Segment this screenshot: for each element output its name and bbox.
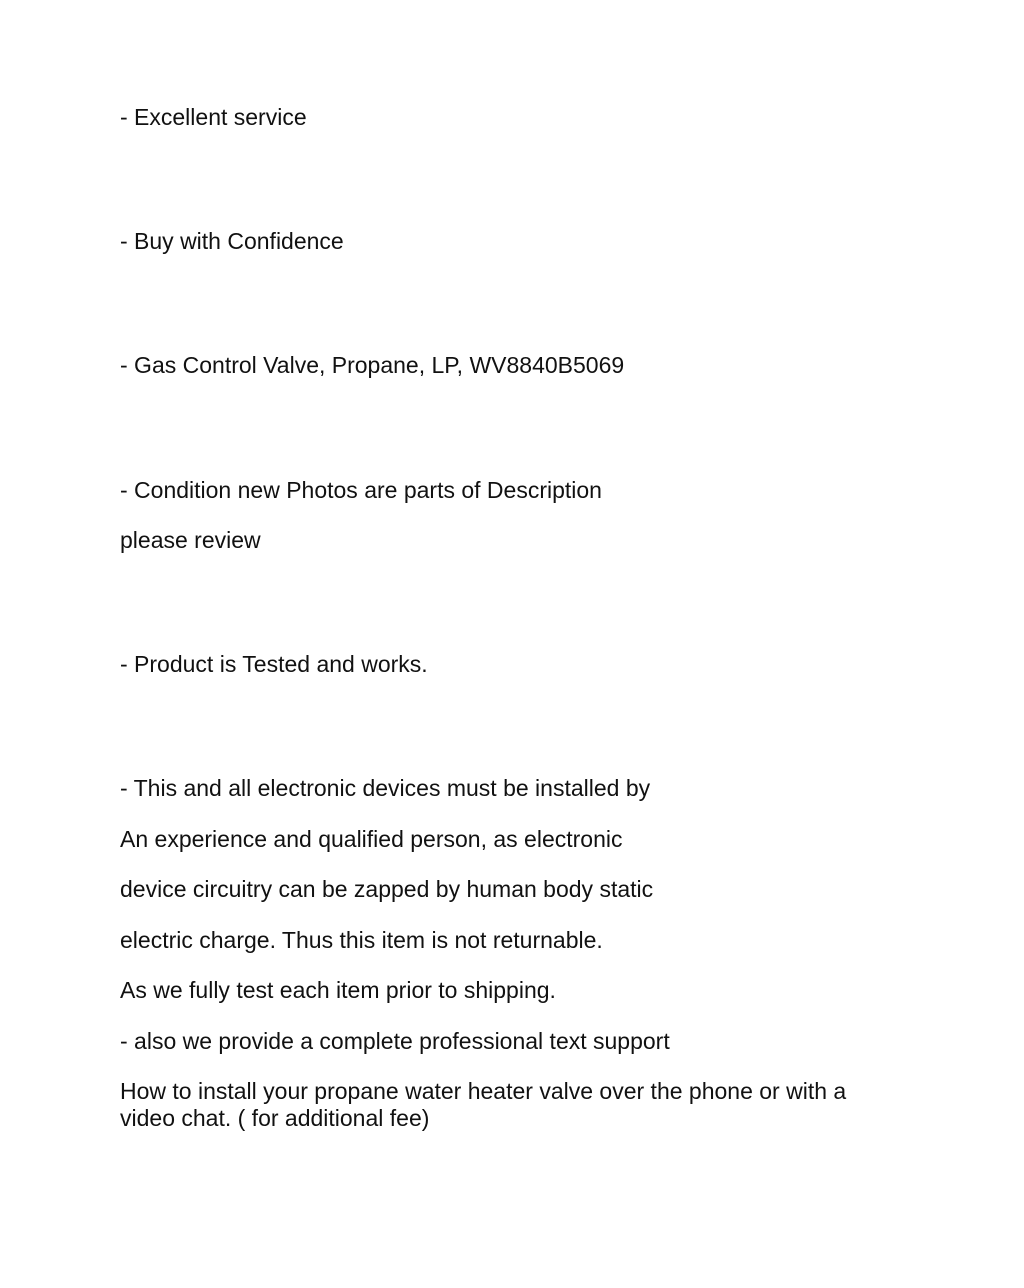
text-line: - This and all electronic devices must be installed by [120,775,651,801]
text-line: please review [120,527,261,553]
text-line: An experience and qualified person, as electronic [120,826,623,852]
text-paragraph: How to install your propane water heater valve over the phone or with a video chat. ( for additional fee) [120,1078,847,1131]
text-line: - Condition new Photos are parts of Description [120,477,602,503]
text-line: device circuitry can be zapped by human body static [120,876,654,902]
text-line: - also we provide a complete professional text support [120,1028,670,1054]
text-line: As we fully test each item prior to shipping. [120,977,556,1003]
text-line: - Buy with Confidence [120,228,344,254]
text-line: - Excellent service [120,104,307,130]
text-line: - Product is Tested and works. [120,651,428,677]
text-line: - Gas Control Valve, Propane, LP, WV8840B5069 [120,352,625,378]
text-line: electric charge. Thus this item is not returnable. [120,927,603,953]
